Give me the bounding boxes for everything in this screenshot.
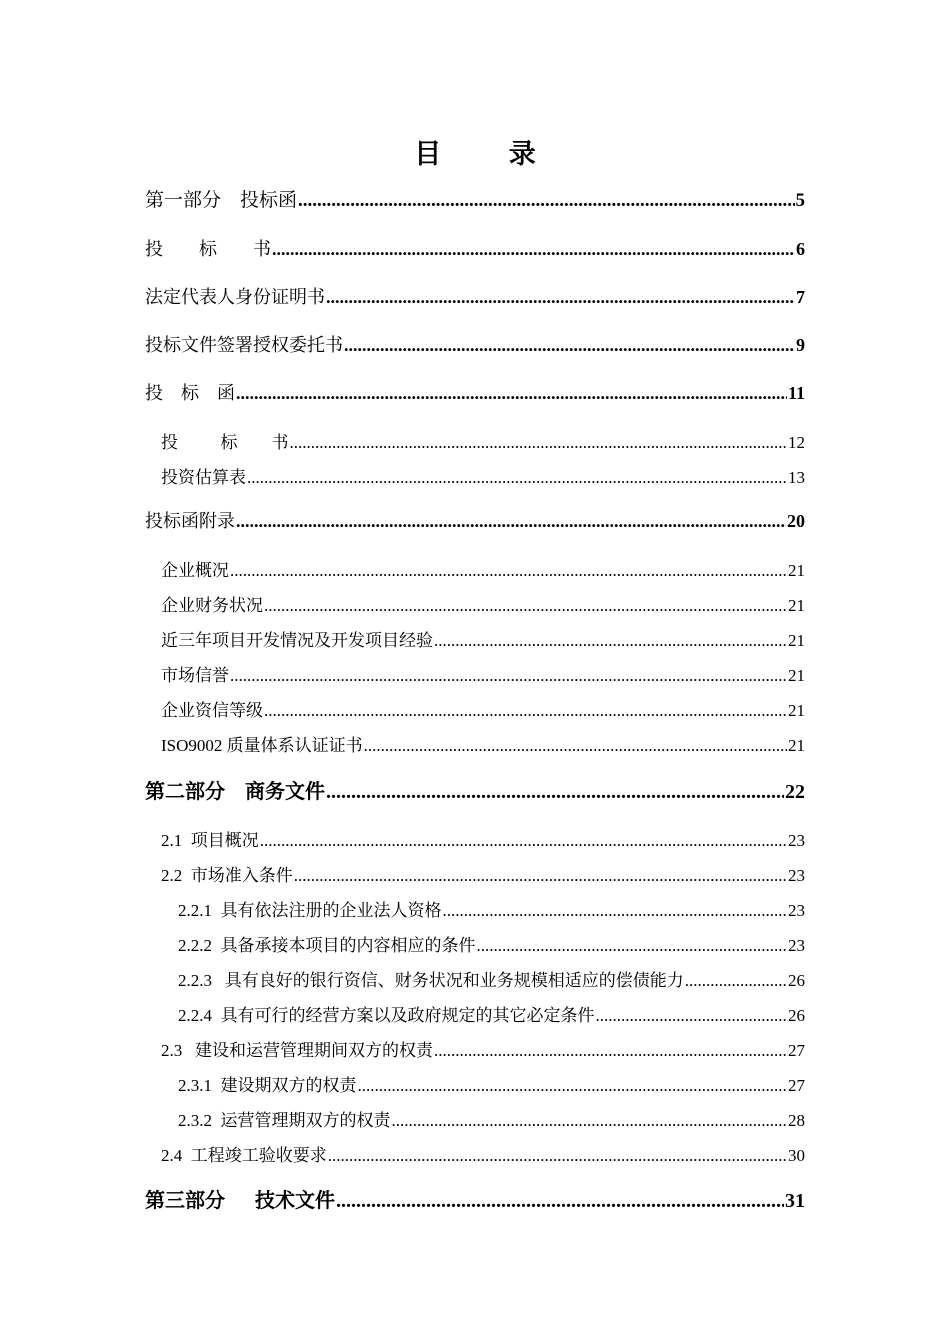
toc-entry-page: 6 — [796, 239, 805, 259]
toc-entry-label: 第一部分 投标函 — [145, 190, 298, 211]
toc-entry-page: 9 — [796, 335, 805, 355]
toc-entry[interactable] — [161, 556, 805, 581]
toc-entry-page: 27 — [788, 1041, 805, 1060]
toc-entry[interactable] — [161, 591, 805, 616]
dot-leader — [236, 383, 787, 404]
toc-entry-page: 27 — [788, 1076, 805, 1095]
dot-leader — [328, 1146, 787, 1166]
toc-entry[interactable] — [145, 331, 805, 357]
toc-entry-page: 23 — [788, 866, 805, 885]
toc-entry[interactable] — [161, 626, 805, 651]
toc-entry[interactable] — [161, 1141, 805, 1166]
dot-leader — [236, 511, 786, 532]
dot-leader — [358, 1076, 788, 1096]
toc-entry-label: 法定代表人身份证明书 — [145, 287, 325, 307]
toc-entry-label: 第三部分 技术文件 — [145, 1190, 335, 1212]
toc-entry-label: 企业财务状况 — [161, 596, 263, 615]
toc-entry-label: 近三年项目开发情况及开发项目经验 — [161, 631, 433, 650]
toc-entry-page: 30 — [788, 1146, 805, 1165]
dot-leader — [477, 936, 788, 956]
toc-entry-label: 2.2.3 具有良好的银行资信、财务状况和业务规模相适应的偿债能力 — [178, 971, 684, 990]
toc-entry-label: 2.4 工程竣工验收要求 — [161, 1146, 327, 1165]
toc-entry[interactable] — [145, 507, 805, 533]
toc-entry[interactable] — [145, 185, 805, 212]
dot-leader — [264, 596, 787, 616]
toc-entry-label: 投资估算表 — [161, 468, 246, 487]
toc-entry-label: 企业资信等级 — [161, 701, 263, 720]
toc-entry-label: 2.2.2 具备承接本项目的内容相应的条件 — [178, 936, 476, 955]
dot-leader — [434, 1041, 787, 1061]
toc-entry-label: 企业概况 — [161, 561, 229, 580]
toc-entry-page: 31 — [785, 1190, 805, 1212]
toc-entry-label: 投标文件签署授权委托书 — [145, 335, 343, 355]
toc-entry[interactable] — [145, 379, 805, 405]
toc-entry-label: 第二部分 商务文件 — [145, 781, 325, 803]
toc-entry-page: 13 — [788, 468, 805, 487]
toc-entry-page: 23 — [788, 901, 805, 920]
toc-entry[interactable] — [178, 1071, 805, 1096]
toc-entry-page: 11 — [787, 383, 805, 403]
toc-entry-page: 26 — [788, 1006, 805, 1025]
toc-entry-page: 22 — [785, 781, 805, 803]
toc-entry-label: 2.3.1 建设期双方的权责 — [178, 1076, 357, 1095]
toc-entry-label: 2.2 市场准入条件 — [161, 866, 293, 885]
dot-leader — [326, 781, 784, 804]
toc-entry[interactable] — [161, 696, 805, 721]
dot-leader — [247, 468, 787, 488]
dot-leader — [294, 866, 787, 886]
toc-entry-label: 2.2.1 具有依法注册的企业法人资格 — [178, 901, 442, 920]
toc-entry[interactable] — [161, 861, 805, 886]
toc-entry[interactable] — [145, 775, 805, 804]
toc-entry[interactable] — [145, 235, 805, 261]
toc-entry-page: 21 — [788, 596, 805, 615]
toc-entry[interactable] — [178, 1001, 805, 1026]
toc-entry-page: 21 — [788, 561, 805, 580]
dot-leader — [596, 1006, 788, 1026]
dot-leader — [264, 701, 787, 721]
toc-entry-page: 12 — [788, 433, 805, 452]
toc-entry[interactable] — [161, 826, 805, 851]
dot-leader — [443, 901, 788, 921]
toc-entry-page: 23 — [788, 936, 805, 955]
toc-entry[interactable] — [178, 931, 805, 956]
toc-entry[interactable] — [145, 1184, 805, 1213]
toc-entry[interactable] — [178, 1106, 805, 1131]
toc-entry-label: 2.1 项目概况 — [161, 831, 259, 850]
toc-entry[interactable] — [161, 463, 805, 488]
toc-entry-page: 5 — [795, 190, 805, 211]
toc-title: 目 录 — [414, 139, 536, 169]
toc-entry-page: 20 — [787, 511, 805, 531]
toc-entry-label: 投 标 书 — [145, 239, 271, 259]
toc-entry-label: 2.3.2 运营管理期双方的权责 — [178, 1111, 391, 1130]
dot-leader — [364, 736, 787, 756]
toc-entry-page: 21 — [788, 736, 805, 755]
toc-entry-page: 23 — [788, 831, 805, 850]
toc-entry-page: 21 — [788, 631, 805, 650]
toc-entry-label: ISO9002 质量体系认证证书 — [161, 736, 363, 755]
toc-entry[interactable] — [145, 283, 805, 309]
toc-entry-label: 市场信誉 — [161, 666, 229, 685]
toc-entry[interactable] — [161, 731, 805, 756]
toc-entry-page: 21 — [788, 701, 805, 720]
toc-entry-label: 2.2.4 具有可行的经营方案以及政府规定的其它必定条件 — [178, 1006, 595, 1025]
toc-entry[interactable] — [161, 661, 805, 686]
toc-entry-label: 2.3 建设和运营管理期间双方的权责 — [161, 1041, 433, 1060]
dot-leader — [230, 666, 787, 686]
dot-leader — [326, 287, 795, 308]
toc-entry-label: 投 标 函 — [145, 383, 235, 403]
toc-entry[interactable] — [178, 966, 805, 991]
toc-entry-page: 21 — [788, 666, 805, 685]
toc-entry-label: 投标函附录 — [145, 511, 235, 531]
dot-leader — [434, 631, 787, 651]
dot-leader — [272, 239, 795, 260]
dot-leader — [230, 561, 787, 581]
toc-entry[interactable] — [161, 1036, 805, 1061]
dot-leader — [344, 335, 795, 356]
toc-entry-label: 投 标 书 — [161, 433, 289, 452]
dot-leader — [336, 1190, 784, 1213]
toc-entry[interactable] — [178, 896, 805, 921]
toc-entry-page: 26 — [788, 971, 805, 990]
dot-leader — [290, 433, 788, 453]
toc-entry[interactable] — [161, 428, 805, 453]
toc-entry-page: 28 — [788, 1111, 805, 1130]
dot-leader — [685, 971, 787, 991]
toc-entry-page: 7 — [796, 287, 805, 307]
dot-leader — [260, 831, 787, 851]
dot-leader — [298, 190, 794, 212]
dot-leader — [392, 1111, 788, 1131]
